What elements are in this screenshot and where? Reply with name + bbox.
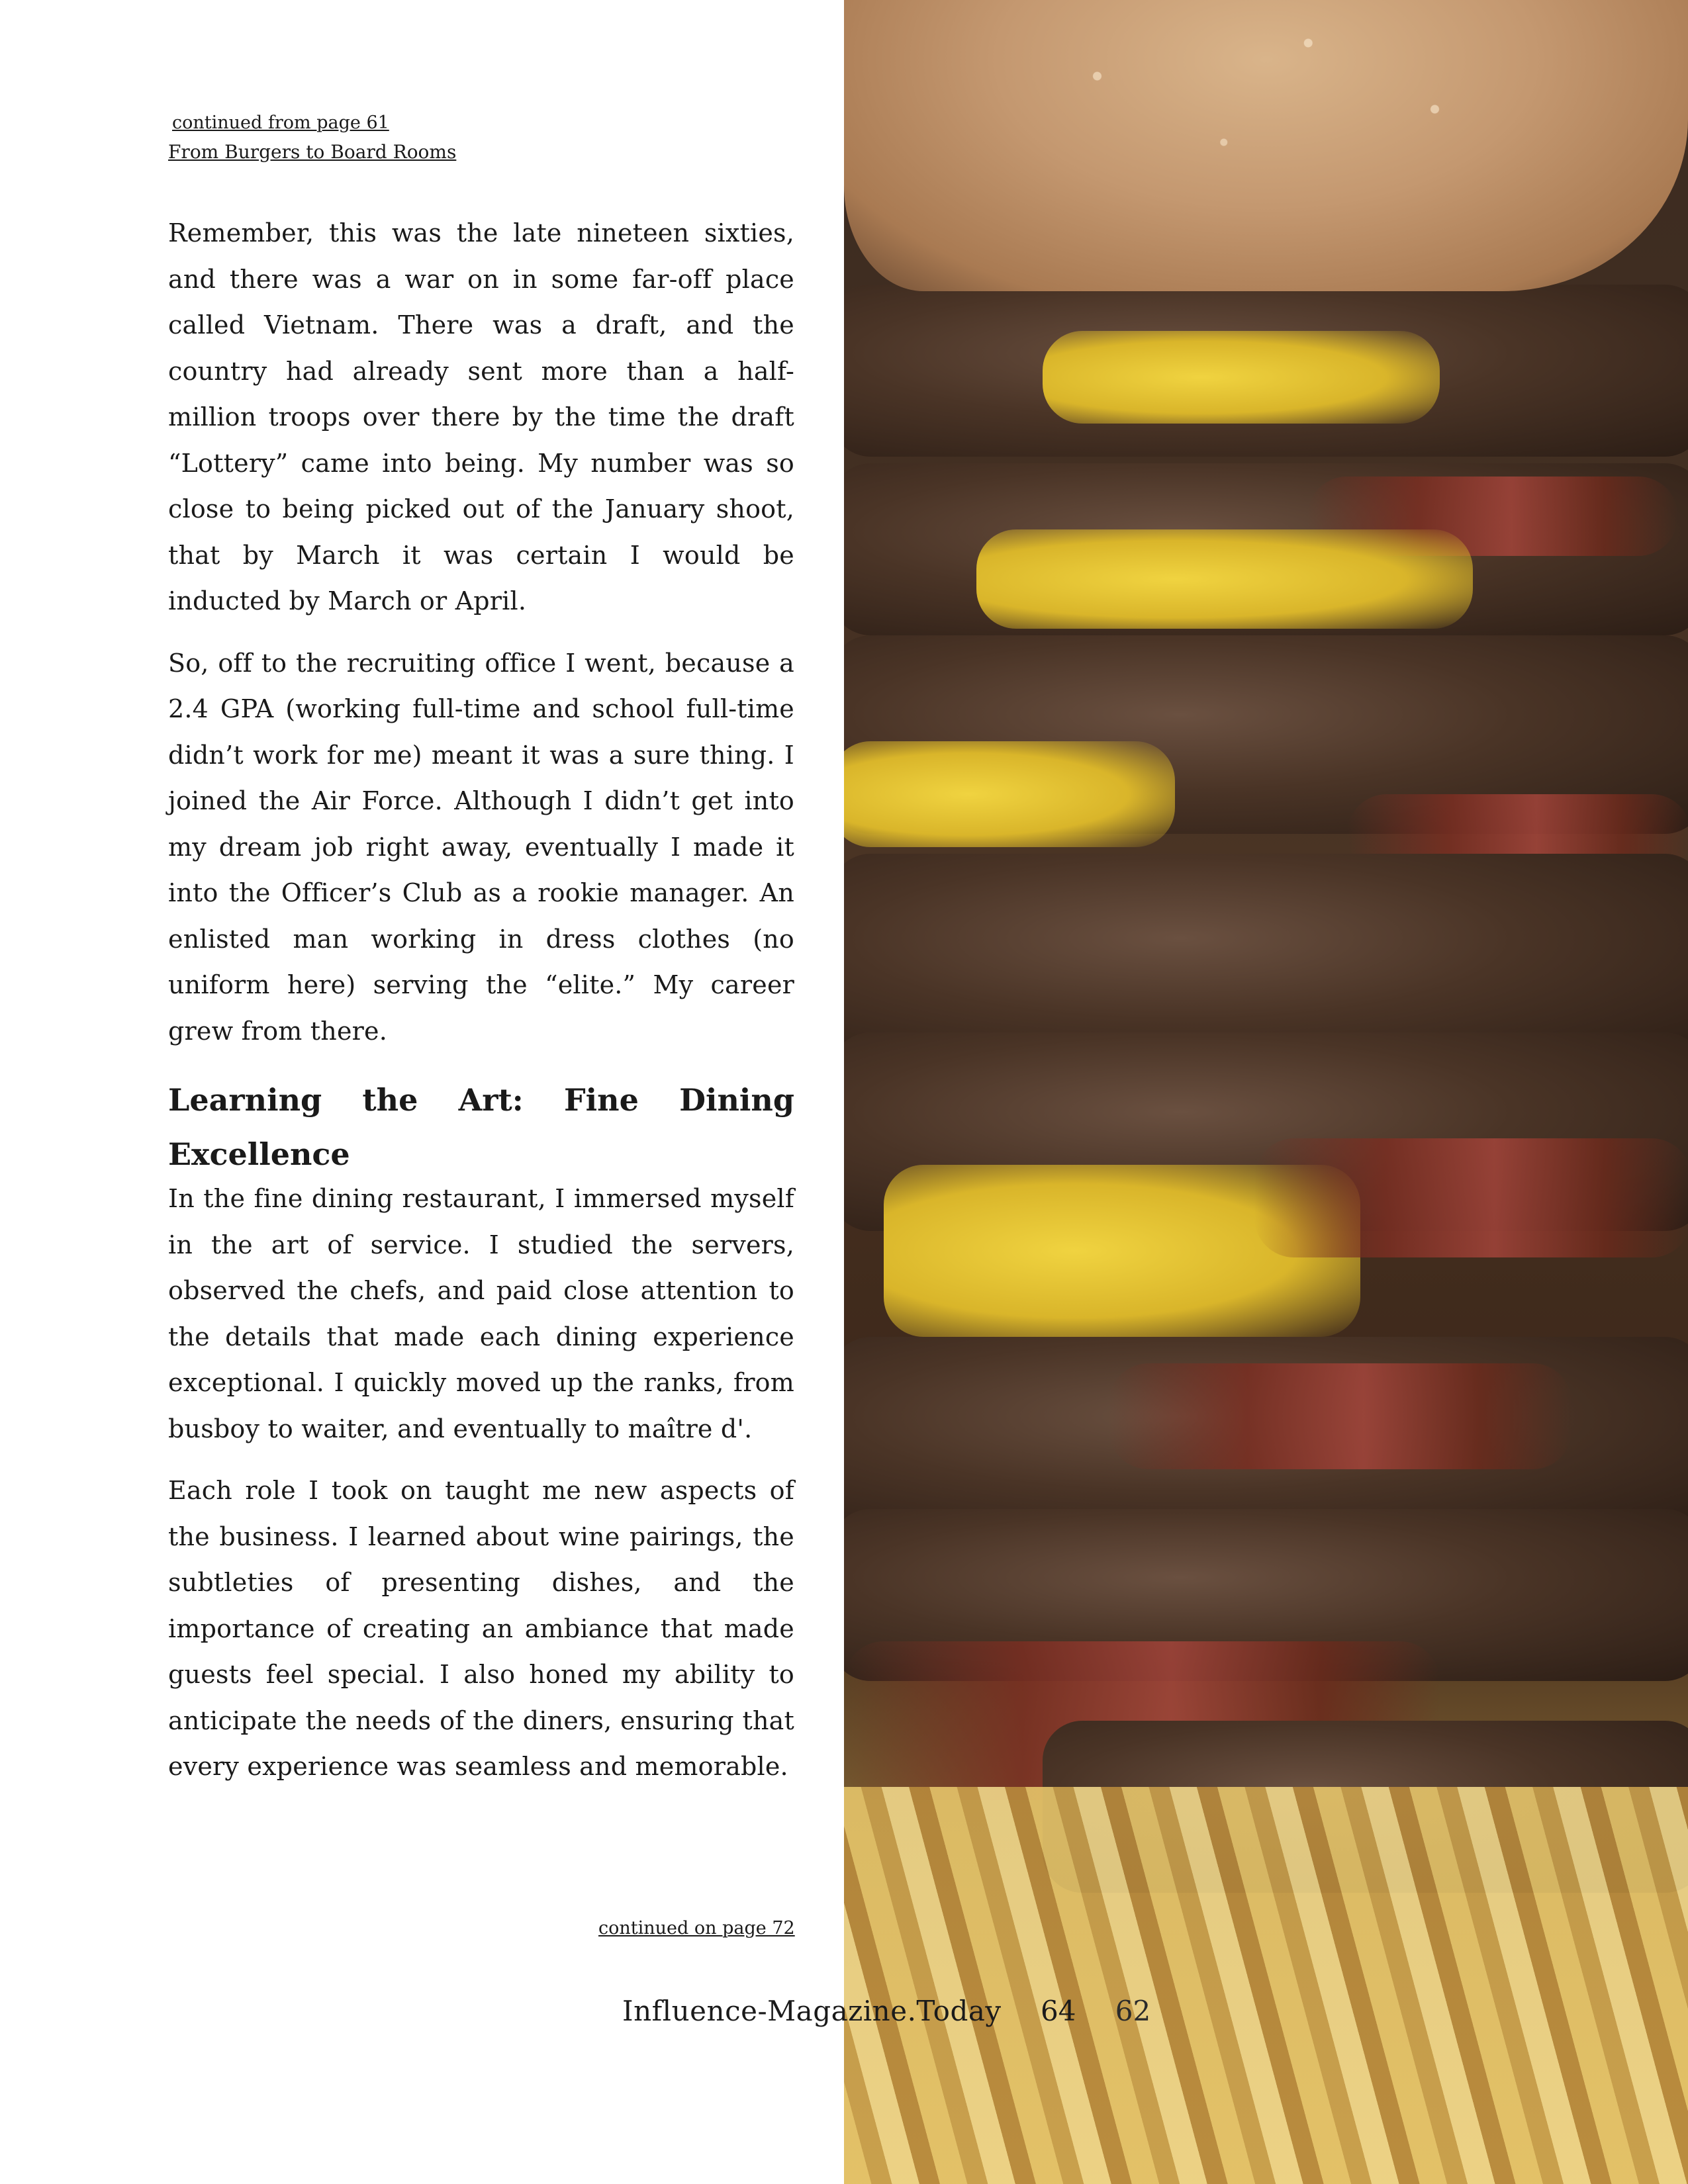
bacon-layer [1109,1363,1572,1469]
cheese-layer [844,741,1175,847]
continued-on-link[interactable]: continued on page 72 [598,1918,795,1938]
cheese-layer [1043,331,1440,424]
paragraph: So, off to the recruiting office I went, because a 2.4 GPA (working full-time and school full-time didn’t work for me) meant it was a sure thing. I joined the Air Force. Although I didn’t get into my dream job right away, eventually I made it into the Officer’s Club as a rookie manager. An enlisted man working in dress clothes (no uniform here) serving the “elite.” My career grew from there. [168,648,794,1046]
article-title-link[interactable]: From Burgers to Board Rooms [168,141,457,163]
paragraph: Each role I took on taught me new aspects of the business. I learned about wine pairings, the subtleties of presenting dishes, and the importance of creating an ambiance that made guests feel special. I also honed my ability to anticipate the needs of the diners, ensuring that every experience was seamless and memorable. [168,1476,794,1781]
burger-photo [844,0,1688,2184]
paragraph: In the fine dining restaurant, I immersed myself in the art of service. I studied the servers, observed the chefs, and paid close attention to the details that made each dining experience exceptional. I quickly moved up the ranks, from busboy to waiter, and eventually to maître d'. [168,1184,794,1443]
top-bun [844,0,1688,291]
fries [844,1787,1688,2184]
continued-from-link[interactable]: continued from page 61 [172,113,389,133]
article-body [168,210,794,1790]
section-heading: Learning the Art: Fine Dining Excellence [168,1082,794,1172]
page-footer [622,1995,1150,2027]
page-number: 62 [1115,1995,1151,2027]
footer-site-name: Influence-Magazine.Today [622,1995,1002,2027]
bacon-layer [1254,1138,1688,1257]
paragraph: Remember, this was the late nineteen sixties, and there was a war on in some far-off place called Vietnam. There was a draft, and the country had already sent more than a half-million troops over there by the time the draft “Lottery” came into being. My number was so close to being picked out of the January shoot, that by March it was certain I would be inducted by March or April. [168,218,794,615]
page-number: 64 [1040,1995,1076,2027]
cheese-layer [976,529,1473,629]
